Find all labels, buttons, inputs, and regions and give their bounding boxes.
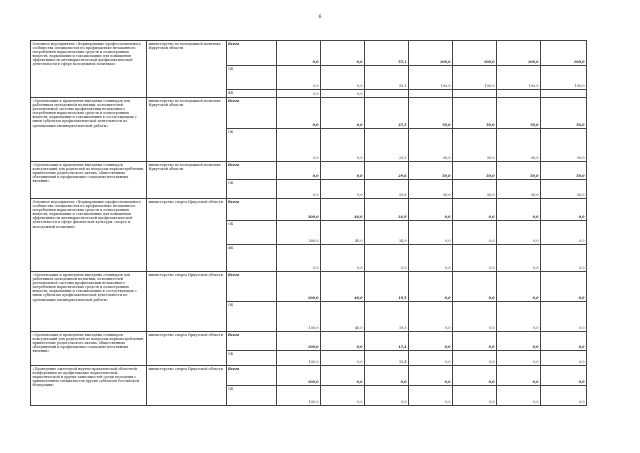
value-cell (409, 199, 453, 221)
value-cell (541, 386, 587, 406)
value-cell (365, 180, 409, 199)
value-text: 50,0 (442, 174, 451, 179)
value-text: 0,0 (356, 123, 363, 128)
executor-cell: министерство по молодежной политике Иркутской области (147, 98, 227, 162)
value-text: 0,0 (401, 266, 407, 271)
value-cell (321, 386, 365, 406)
value-text: 100,0 (307, 296, 319, 301)
value-text: 100,0 (574, 84, 585, 89)
value-cell (409, 66, 453, 90)
value-text: 0,0 (578, 296, 585, 301)
executor-cell: министерство спорта Иркутской области (147, 199, 227, 272)
value-text: 0,0 (357, 92, 363, 97)
value-text: 0,0 (444, 215, 451, 220)
funding-source-cell: ФБ (227, 245, 277, 272)
value-cell (277, 332, 321, 351)
value-text: 50,0 (486, 174, 495, 179)
value-cell (321, 98, 365, 129)
page-number: 6 (318, 14, 322, 20)
value-text: 0,0 (578, 215, 585, 220)
table-row (31, 332, 587, 351)
value-cell (453, 129, 497, 162)
value-text: 0,0 (357, 84, 363, 89)
value-text: 55,1 (398, 60, 407, 65)
value-text: 34,9 (398, 239, 407, 244)
value-text: 29,6 (398, 174, 407, 179)
value-cell (453, 221, 497, 245)
value-text: 0,0 (445, 266, 451, 271)
value-cell (277, 272, 321, 302)
executor-cell: министерство по молодежной политике Иркутской области (147, 41, 227, 98)
event-title-cell: «Организация и проведение выездных семинаров, консультаций для родителей по вопросам наркопотребления, привлечение родительского актива, общественных объединений к профилактике социально-негативных явлений» (31, 332, 147, 366)
value-cell (541, 66, 587, 90)
value-cell (277, 129, 321, 162)
value-text: 0,0 (444, 380, 451, 385)
value-text: 0,0 (579, 266, 585, 271)
funding-source-cell: Всего (227, 366, 277, 386)
value-text: 0,0 (488, 296, 495, 301)
value-text: 0,0 (357, 400, 363, 405)
value-text: 50,0 (530, 174, 539, 179)
value-cell (541, 180, 587, 199)
event-title-cell: Основное мероприятие «Формирование профессионального сообщества специалистов по профилактике незаконного потребления наркотических средств и психотропных веществ, наркомании и токсикомании для повышения эффективности антинаркотической профилактической деятельности в сфере молодежной политики» (31, 41, 147, 98)
event-title-cell: «Проведение ежегодной научно-практической областной конференции по профилактике наркотической, наркотической и других зависимостей среди молодежи с привлечением специалистов других субъектов Российской Федерации» (31, 366, 147, 406)
value-text: 40,0 (354, 326, 363, 331)
value-cell (541, 98, 587, 129)
value-cell (453, 386, 497, 406)
executor-cell: министерство по молодежной политике Иркутской области (147, 162, 227, 199)
value-cell (321, 199, 365, 221)
value-cell (321, 302, 365, 332)
funding-source-cell: ОБ (227, 180, 277, 199)
value-cell (277, 302, 321, 332)
value-text: 0,0 (357, 156, 363, 161)
value-cell (321, 129, 365, 162)
value-cell (409, 90, 453, 98)
value-cell (541, 90, 587, 98)
value-text: 0,0 (532, 380, 539, 385)
value-cell (541, 332, 587, 351)
value-cell (321, 332, 365, 351)
value-text: 0,0 (313, 266, 319, 271)
value-text: 0,0 (533, 400, 539, 405)
value-text: 0,0 (532, 296, 539, 301)
value-text: 0,0 (578, 345, 585, 350)
value-cell (321, 180, 365, 199)
value-cell (321, 366, 365, 386)
funding-source-cell: Всего (227, 199, 277, 221)
value-text: 0,0 (533, 266, 539, 271)
value-text: 0,0 (313, 193, 319, 198)
value-cell (321, 351, 365, 366)
funding-source-cell: ФБ (227, 90, 277, 98)
value-text: 0,0 (313, 84, 319, 89)
value-cell (277, 386, 321, 406)
value-text: 0,0 (578, 380, 585, 385)
value-cell (277, 162, 321, 180)
value-cell (453, 351, 497, 366)
value-text: 0,0 (445, 239, 451, 244)
value-cell (365, 90, 409, 98)
value-cell (365, 98, 409, 129)
value-text: 0,0 (312, 123, 319, 128)
value-cell (321, 221, 365, 245)
value-cell (453, 272, 497, 302)
executor-cell: министерство спорта Иркутской области (147, 366, 227, 406)
value-text: 0,0 (356, 345, 363, 350)
value-cell (409, 366, 453, 386)
value-text: 0,0 (445, 326, 451, 331)
value-text: 0,0 (533, 360, 539, 365)
value-text: 100,0 (527, 60, 539, 65)
value-text: 50,0 (486, 193, 495, 198)
value-cell (497, 366, 541, 386)
value-text: 100,0 (308, 326, 319, 331)
value-cell (277, 180, 321, 199)
value-text: 0,0 (489, 239, 495, 244)
value-text: 0,0 (357, 360, 363, 365)
value-text: 0,0 (444, 345, 451, 350)
value-cell (365, 245, 409, 272)
value-text: 0,0 (579, 360, 585, 365)
event-title-cell: «Организация и проведение выездных семинаров для работников молодежной политики, исполнителей региональной системы профилактики незаконного потребления наркотических средств и психотропных веществ, наркомании и токсикомании в соседствующих с ними субъектах профилактической деятельности по организации антинаркотической работы» (31, 272, 147, 332)
value-cell (453, 302, 497, 332)
value-cell (541, 129, 587, 162)
value-cell (321, 66, 365, 90)
value-text: 100,0 (307, 380, 319, 385)
value-cell (277, 66, 321, 90)
value-text: 0,0 (489, 360, 495, 365)
value-cell (409, 180, 453, 199)
value-cell (453, 366, 497, 386)
budget-table (30, 40, 587, 406)
value-cell (541, 302, 587, 332)
funding-source-cell: Всего (227, 162, 277, 180)
funding-source-cell: ОБ (227, 129, 277, 162)
value-cell (409, 332, 453, 351)
budget-table-body (31, 41, 587, 406)
value-cell (497, 245, 541, 272)
value-text: 100,0 (307, 345, 319, 350)
value-cell (453, 162, 497, 180)
value-text: 0,0 (356, 60, 363, 65)
value-cell (365, 366, 409, 386)
value-text: 34,9 (398, 215, 407, 220)
value-text: 50,0 (576, 193, 585, 198)
value-text: 40,0 (354, 215, 363, 220)
table-row (31, 199, 587, 221)
value-cell (277, 98, 321, 129)
value-cell (365, 199, 409, 221)
funding-source-cell: ОБ (227, 66, 277, 90)
table-row (31, 162, 587, 180)
value-cell (409, 162, 453, 180)
value-text: 0,0 (489, 266, 495, 271)
value-text: 0,0 (357, 193, 363, 198)
value-cell (321, 272, 365, 302)
value-cell (497, 302, 541, 332)
value-text: 0,0 (488, 345, 495, 350)
value-cell (497, 221, 541, 245)
value-text: 25,5 (398, 123, 407, 128)
value-cell (321, 41, 365, 66)
value-text: 300,0 (307, 215, 319, 220)
value-cell (409, 386, 453, 406)
value-cell (453, 98, 497, 129)
value-cell (541, 351, 587, 366)
value-text: 50,0 (486, 123, 495, 128)
value-text: 0,0 (532, 345, 539, 350)
value-text: 300,0 (308, 239, 319, 244)
value-text: 50,0 (530, 156, 539, 161)
value-cell (409, 272, 453, 302)
value-cell (277, 199, 321, 221)
value-cell (277, 90, 321, 98)
value-cell (365, 386, 409, 406)
value-cell (453, 180, 497, 199)
value-cell (409, 351, 453, 366)
value-text: 0,0 (533, 239, 539, 244)
value-cell (321, 90, 365, 98)
funding-source-cell: ОБ (227, 302, 277, 332)
value-cell (453, 90, 497, 98)
funding-source-cell: ОБ (227, 386, 277, 406)
value-text: 0,0 (312, 60, 319, 65)
executor-cell: министерство спорта Иркутской области (147, 272, 227, 332)
value-cell (409, 221, 453, 245)
value-text: 55,1 (398, 84, 407, 89)
value-cell (365, 129, 409, 162)
value-cell (453, 66, 497, 90)
funding-source-cell: Всего (227, 332, 277, 351)
value-text: 40,0 (354, 296, 363, 301)
value-cell (497, 386, 541, 406)
table-row (31, 272, 587, 302)
value-text: 0,0 (579, 239, 585, 244)
value-cell (321, 162, 365, 180)
value-text: 100,0 (483, 60, 495, 65)
value-text: 0,0 (401, 400, 407, 405)
value-cell (409, 302, 453, 332)
value-cell (409, 245, 453, 272)
value-text: 15,4 (398, 360, 407, 365)
value-cell (365, 221, 409, 245)
value-text: 15,4 (398, 345, 407, 350)
funding-source-cell: Всего (227, 98, 277, 129)
value-cell (453, 199, 497, 221)
value-text: 0,0 (533, 326, 539, 331)
value-cell (409, 41, 453, 66)
value-text: 50,0 (530, 123, 539, 128)
table-row (31, 41, 587, 66)
funding-source-cell: ОБ (227, 351, 277, 366)
value-cell (365, 302, 409, 332)
value-text: 50,0 (530, 193, 539, 198)
table-row (31, 366, 587, 386)
value-text: 0,0 (488, 215, 495, 220)
value-cell (453, 41, 497, 66)
value-cell (497, 332, 541, 351)
value-text: 100,0 (308, 360, 319, 365)
value-text: 0,0 (489, 400, 495, 405)
value-cell (541, 221, 587, 245)
value-text: 100,0 (528, 84, 539, 89)
value-text: 50,0 (576, 174, 585, 179)
event-title-cell: Основное мероприятие «Формирование профессионального сообщества специалистов по профилактике незаконного потребления наркотических средств и психотропных веществ, наркомании и токсикомании для повышения эффективности антинаркотической профилактической деятельности в сфере физической культуры, спорта и молодежной политики» (31, 199, 147, 272)
value-cell (497, 90, 541, 98)
value-cell (497, 66, 541, 90)
value-text: 0,0 (313, 156, 319, 161)
value-text: 100,0 (484, 84, 495, 89)
value-cell (277, 41, 321, 66)
value-cell (277, 351, 321, 366)
event-title-cell: «Организация и проведение выездных семинаров, консультаций для родителей по вопросам наркопотребления, привлечение родительского актива, общественных объединений к профилактике социально-негативных явлений» (31, 162, 147, 199)
value-cell (497, 162, 541, 180)
value-text: 0,0 (489, 326, 495, 331)
value-cell (497, 180, 541, 199)
value-cell (497, 351, 541, 366)
funding-source-cell: Всего (227, 41, 277, 66)
value-cell (365, 272, 409, 302)
value-text: 40,0 (354, 239, 363, 244)
value-text: 100,0 (440, 84, 451, 89)
value-text: 0,0 (444, 296, 451, 301)
funding-source-cell: ОБ (227, 221, 277, 245)
value-cell (541, 245, 587, 272)
value-cell (277, 245, 321, 272)
value-text: 0,0 (579, 326, 585, 331)
value-cell (365, 162, 409, 180)
value-text: 25,5 (398, 156, 407, 161)
value-text: 0,0 (579, 400, 585, 405)
value-cell (453, 245, 497, 272)
value-cell (541, 162, 587, 180)
value-text: 50,0 (442, 156, 451, 161)
value-cell (409, 98, 453, 129)
value-cell (277, 221, 321, 245)
value-text: 29,6 (398, 193, 407, 198)
value-text: 50,0 (442, 193, 451, 198)
value-cell (541, 366, 587, 386)
value-text: 0,0 (356, 174, 363, 179)
value-cell (321, 245, 365, 272)
value-cell (365, 351, 409, 366)
value-text: 50,0 (576, 156, 585, 161)
value-cell (409, 129, 453, 162)
value-cell (497, 129, 541, 162)
value-cell (497, 272, 541, 302)
funding-source-cell: Всего (227, 272, 277, 302)
value-cell (277, 366, 321, 386)
value-text: 100,0 (573, 60, 585, 65)
value-text: 50,0 (576, 123, 585, 128)
value-text: 0,0 (313, 92, 319, 97)
value-cell (541, 41, 587, 66)
value-cell (453, 332, 497, 351)
value-text: 0,0 (488, 380, 495, 385)
value-text: 19,5 (398, 296, 407, 301)
value-text: 0,0 (445, 400, 451, 405)
value-cell (365, 66, 409, 90)
value-cell (497, 98, 541, 129)
value-text: 100,0 (439, 60, 451, 65)
value-text: 0,0 (445, 360, 451, 365)
value-text: 0,0 (357, 266, 363, 271)
value-text: 0,0 (400, 380, 407, 385)
value-text: 0,0 (312, 174, 319, 179)
value-cell (541, 272, 587, 302)
event-title-cell: «Организация и проведение выездных семинаров для работников молодежной политики, исполнителей региональной системы профилактики незаконного потребления наркотических средств и психотропных веществ, наркомании и токсикомании в соседствующих с ними субъектах профилактической деятельности по организации антинаркотической работы» (31, 98, 147, 162)
value-text: 50,0 (442, 123, 451, 128)
value-cell (365, 332, 409, 351)
value-cell (497, 199, 541, 221)
executor-cell: министерство спорта Иркутской области (147, 332, 227, 366)
value-cell (497, 41, 541, 66)
table-row (31, 98, 587, 129)
value-text: 0,0 (356, 380, 363, 385)
value-cell (365, 41, 409, 66)
value-cell (541, 199, 587, 221)
value-text: 100,0 (308, 400, 319, 405)
value-text: 0,0 (532, 215, 539, 220)
value-text: 50,0 (486, 156, 495, 161)
value-text: 19,5 (398, 326, 407, 331)
